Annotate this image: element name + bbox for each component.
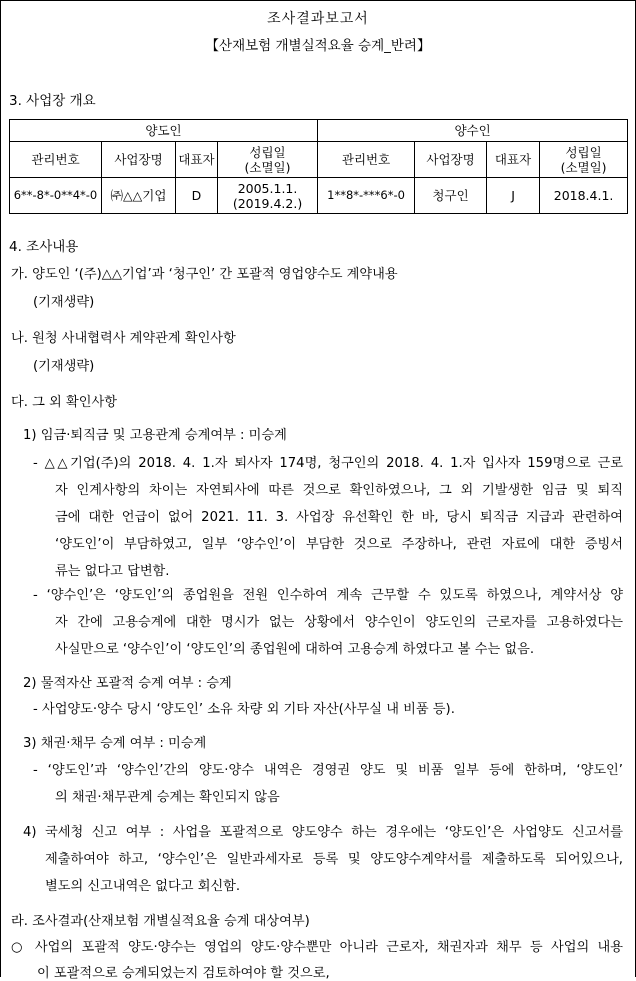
item-3-bullet-1-line-2: 의 채권·채무관계 승계는 확인되지 않음 (55, 790, 280, 805)
col-header-date-line2: (소멸일) (560, 159, 607, 175)
cell-transferee-name: 청구인 (415, 178, 487, 214)
report-title: 조사결과보고서 (267, 11, 369, 27)
item-1-bullet-2-line-2: 자 간에 고용승계에 대한 명시가 없는 상황에서 양수인이 양도인의 근로자를 고용하였다는 (55, 615, 623, 630)
transferee-group-header: 양수인 (318, 120, 628, 142)
item-2-bullet-1: - 사업양도·양수 당시 ‘양도인’ 소유 차량 외 기타 자산(사무실 내 비품 등). (33, 702, 455, 717)
subsection-na-note: (기재생략) (33, 359, 95, 374)
item-4-line-1: 4) 국세청 신고 여부 : 사업을 포괄적으로 양도양수 하는 경우에는 ‘양도인’은 사업양도 신고서를 (23, 825, 623, 840)
item-1-bullet-1-line-1: - △△기업(주)의 2018. 4. 1.자 퇴사자 174명, 청구인의 2018. 4. 1.자 입사자 159명으로 근로 (33, 456, 623, 471)
item-3-heading: 3) 채권·채무 승계 여부 : 미승계 (23, 736, 207, 751)
section-3-heading: 3. 사업장 개요 (9, 93, 96, 109)
col-header-name: 사업장명 (102, 142, 176, 178)
col-header-rep: 대표자 (487, 142, 540, 178)
subsection-na-heading: 나. 원청 사내협력사 계약관계 확인사항 (11, 331, 236, 346)
item-1-bullet-1-line-3: 금에 대한 언급이 없어 2021. 11. 3. 사업장 유선확인 한 바, 당시 퇴직금 지급과 관련하여 (55, 510, 623, 525)
col-header-date-line2: (소멸일) (244, 159, 291, 175)
item-4-line-2: 제출하여야 하고, ‘양수인’은 일반과세자로 등록 및 양도양수계약서를 제출하도록 되어있으나, (45, 852, 623, 867)
item-1-bullet-2-line-1: - ‘양수인’은 ‘양도인’의 종업원을 전원 인수하여 계속 근무할 수 있도록 하였으나, 계약서상 양 (33, 588, 623, 603)
subsection-ga-note: (기재생략) (33, 295, 95, 310)
item-2-heading: 2) 물적자산 포괄적 승계 여부 : 승계 (23, 676, 232, 691)
item-1-bullet-1-line-2: 자 인계사항의 차이는 자연퇴사에 따른 것으로 확인하였으나, 그 외 기발생한 임금 및 퇴직 (55, 483, 623, 498)
result-bullet-line-1: ○ 사업의 포괄적 양도·양수는 영업의 양도·양수뿐만 아니라 근로자, 채권자과 채무 등 사업의 내용 (11, 940, 623, 955)
item-1-bullet-2-line-3: 사실만으로 ‘양수인’이 ‘양도인’의 종업원에 대하여 고용승계 하였다고 볼 수는 없음. (55, 642, 535, 657)
cell-date-established: 2005.1.1. (237, 180, 298, 196)
col-header-name: 사업장명 (415, 142, 487, 178)
item-1-bullet-1-line-5: 류는 없다고 답변함. (55, 564, 170, 579)
col-header-id: 관리번호 (10, 142, 102, 178)
col-header-date (540, 142, 628, 178)
col-header-rep: 대표자 (176, 142, 218, 178)
subsection-ra-heading: 라. 조사결과(산재보험 개별실적요율 승계 대상여부) (11, 914, 310, 929)
col-header-id: 관리번호 (318, 142, 415, 178)
item-1-bullet-1-line-4: ‘양도인’이 부담하였고, 일부 ‘양수인’이 부담한 것으로 주장하나, 관련 자료에 대한 증빙서 (55, 537, 623, 552)
item-3-bullet-1-line-1: - ‘양도인’과 ‘양수인’간의 양도·양수 내역은 경영권 양도 및 비품 일부 등에 한하며, ‘양도인’ (33, 763, 623, 778)
col-header-date-line1: 성립일 (249, 144, 286, 160)
cell-transferor-name: ㈜△△기업 (102, 178, 176, 214)
cell-transferee-rep: J (487, 178, 540, 214)
cell-transferor-rep: D (176, 178, 218, 214)
business-overview-table (9, 119, 628, 214)
section-4-heading: 4. 조사내용 (9, 239, 79, 255)
result-bullet-line-2: 이 포괄적으로 승계되었는지 검토하여야 할 것으로, (37, 966, 330, 981)
item-4-line-3: 별도의 신고내역은 없다고 회신함. (45, 879, 241, 894)
report-subtitle: 【산재보험 개별실적요율 승계_반려】 (205, 38, 431, 54)
cell-transferee-date: 2018.4.1. (540, 178, 628, 214)
col-header-date (218, 142, 318, 178)
cell-transferor-date (218, 178, 318, 214)
item-1-heading: 1) 임금·퇴직금 및 고용관계 승계여부 : 미승계 (23, 428, 287, 443)
subsection-da-heading: 다. 그 외 확인사항 (11, 395, 117, 410)
subsection-ga-heading: 가. 양도인 ‘(주)△△기업’과 ‘청구인’ 간 포괄적 영업양수도 계약내용 (11, 267, 398, 282)
transferor-group-header: 양도인 (10, 120, 318, 142)
col-header-date-line1: 성립일 (565, 144, 602, 160)
cell-transferor-id: 6**-8*-0**4*-0 (10, 178, 102, 214)
cell-date-dissolved: (2019.4.2.) (232, 195, 303, 211)
cell-transferee-id: 1**8*-***6*-0 (318, 178, 415, 214)
